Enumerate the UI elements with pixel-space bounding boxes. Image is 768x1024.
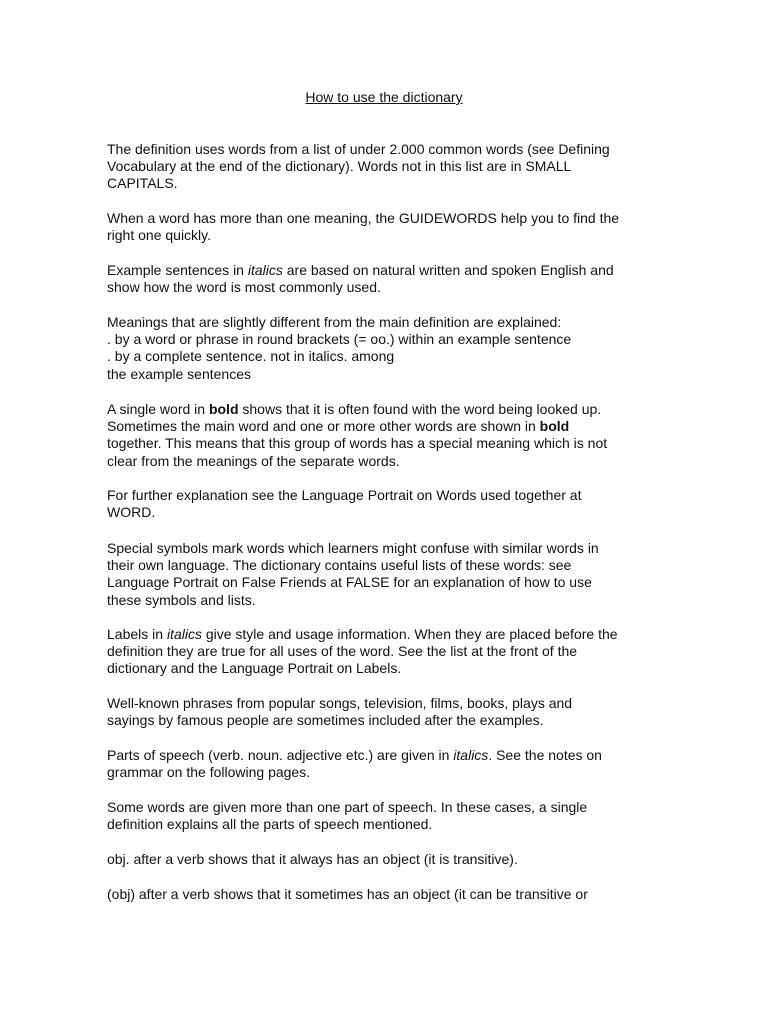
- paragraph-line: definition they are true for all uses of the word. See the list at the front of the: [107, 643, 578, 660]
- text-run: shows that it is often found with the word being looked up.: [238, 401, 602, 417]
- text-run: Example sentences in: [107, 262, 248, 278]
- paragraph-well-known-phrases: [107, 695, 667, 729]
- italic-text: italics: [166, 626, 202, 642]
- paragraph-line: together. This means that this group of words has a special meaning which is not: [107, 435, 608, 452]
- paragraph-line: Well-known phrases from popular songs, television, films, books, plays and: [107, 695, 573, 711]
- paragraph-parts-of-speech: [107, 747, 667, 781]
- text-run: Labels in: [107, 626, 167, 642]
- paragraph-line: grammar on the following pages.: [107, 764, 311, 781]
- paragraph-defining-vocabulary: [107, 141, 667, 193]
- paragraph-line: Some words are given more than one part of speech. In these cases, a single: [107, 799, 588, 815]
- bold-text: bold: [539, 418, 570, 435]
- paragraph-line: [107, 401, 667, 418]
- paragraph-line: When a word has more than one meaning, the GUIDEWORDS help you to find the: [107, 210, 620, 226]
- paragraph-line: show how the word is most commonly used.: [107, 279, 381, 296]
- paragraph-line: Language Portrait on False Friends at FALSE for an explanation of how to use: [107, 574, 592, 591]
- text-run: Sometimes the main word and one or more other words are shown in: [107, 418, 540, 435]
- text-run: . See the notes on: [488, 747, 602, 763]
- paragraph-obj-optional: [107, 886, 667, 903]
- paragraph-obj-transitive: [107, 851, 667, 868]
- paragraph-line: sayings by famous people are sometimes included after the examples.: [107, 712, 544, 729]
- paragraph-line: WORD.: [107, 504, 156, 521]
- bold-text: bold: [208, 401, 239, 417]
- paragraph-line: For further explanation see the Language Portrait on Words used together at: [107, 487, 582, 503]
- text-run: Parts of speech (verb. noun. adjective etc.) are given in: [107, 747, 454, 763]
- paragraph-line: CAPITALS.: [107, 175, 178, 192]
- paragraph-line: [107, 747, 667, 764]
- paragraph-guidewords: [107, 210, 667, 244]
- paragraph-line: the example sentences: [107, 365, 251, 382]
- paragraph-labels: [107, 626, 667, 678]
- paragraph-line: their own language. The dictionary contains useful lists of these words: see: [107, 557, 572, 574]
- paragraph-line: (obj) after a verb shows that it sometimes has an object (it can be transitive or: [107, 886, 588, 902]
- paragraph-line: right one quickly.: [107, 227, 212, 244]
- paragraph-line: [107, 262, 667, 279]
- paragraph-line: dictionary and the Language Portrait on Labels.: [107, 660, 402, 677]
- text-run: are based on natural written and spoken English and: [282, 262, 614, 278]
- paragraph-bold-words: [107, 401, 667, 470]
- paragraph-example-sentences: [107, 262, 667, 296]
- text-run: A single word in: [107, 401, 209, 417]
- paragraph-line: [107, 418, 667, 435]
- italic-text: italics: [247, 262, 283, 278]
- paragraph-line: these symbols and lists.: [107, 591, 256, 608]
- paragraph-line: The definition uses words from a list of under 2.000 common words (see Defining: [107, 141, 610, 157]
- paragraph-line: obj. after a verb shows that it always has an object (it is transitive).: [107, 851, 518, 867]
- paragraph-line: definition explains all the parts of speech mentioned.: [107, 816, 433, 833]
- paragraph-line: Meanings that are slightly different from the main definition are explained:: [107, 314, 562, 330]
- paragraph-multiple-parts-of-speech: [107, 799, 667, 833]
- paragraph-line: clear from the meanings of the separate words.: [107, 452, 400, 469]
- paragraph-line: Vocabulary at the end of the dictionary). Words not in this list are in SMALL: [107, 158, 572, 175]
- text-run: give style and usage information. When they are placed before the: [201, 626, 618, 642]
- italic-text: italics: [453, 747, 489, 763]
- page-title: How to use the dictionary: [305, 89, 463, 105]
- paragraph-further-explanation: [107, 487, 667, 521]
- paragraph-line: [107, 626, 667, 643]
- paragraph-special-symbols: [107, 540, 667, 609]
- paragraph-line: . by a word or phrase in round brackets (= oo.) within an example sentence: [107, 331, 572, 348]
- paragraph-meanings: [107, 314, 667, 383]
- paragraph-line: Special symbols mark words which learners might confuse with similar words in: [107, 540, 599, 556]
- paragraph-line: . by a complete sentence. not in italics. among: [107, 348, 395, 365]
